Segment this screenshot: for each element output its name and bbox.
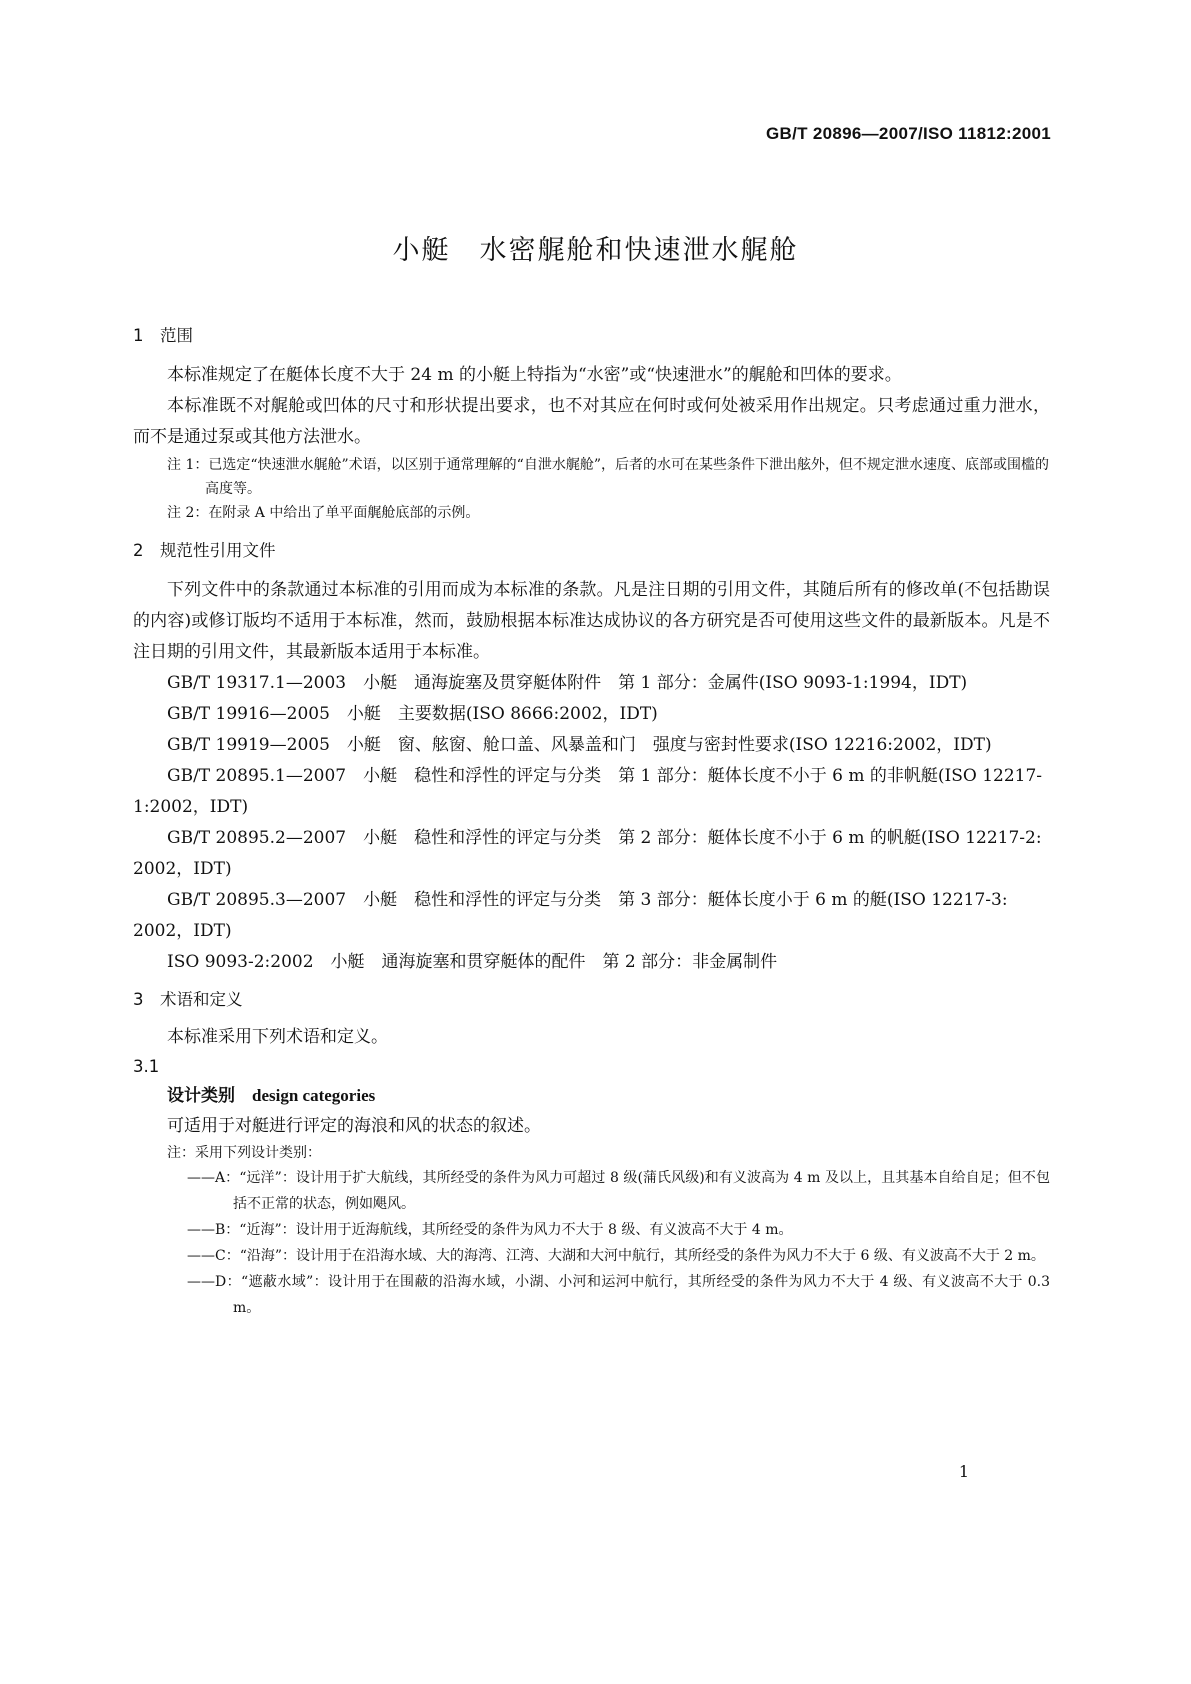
scope-note: [133, 453, 1050, 501]
term-chinese: 设计类别: [167, 1086, 235, 1106]
section-1-heading: 1 范围: [133, 326, 193, 345]
category-item: ——B：“近海”：设计用于近海航线，其所经受的条件为风力不大于 8 级、有义波高不大于 4 m。: [187, 1222, 793, 1238]
section-3-heading: 3 术语和定义: [133, 990, 243, 1009]
category-item: ——D：“遮蔽水域”：设计用于在围蔽的沿海水域，小湖、小河和运河中航行，其所经受的条件为风力不大于 4 级、有义波高不大于 0.3 m。: [187, 1274, 1050, 1316]
document-title: 小艇 水密艉舱和快速泄水艉舱: [392, 235, 799, 266]
reference-item: GB/T 19919—2005 小艇 窗、舷窗、舱口盖、风暴盖和门 强度与密封性要求(ISO 12216:2002，IDT): [167, 735, 992, 755]
references-intro: 下列文件中的条款通过本标准的引用而成为本标准的条款。凡是注日期的引用文件，其随后所有的修改单(不包括勘误的内容)或修订版均不适用于本标准，然而，鼓励根据本标准达成协议的各方研究是否可使用这些文件的最新版本。凡是不注日期的引用文件，其最新版本适用于本标准。: [133, 580, 1050, 662]
scope-note-1: 注 1：已选定“快速泄水艉舱”术语，以区别于通常理解的“自泄水艉舱”，后者的水可在某些条件下泄出舷外，但不规定泄水速度、底部或围槛的高度等。: [167, 457, 1049, 497]
term-number: 3.1: [133, 1057, 160, 1076]
term-definition: 可适用于对艇进行评定的海浪和风的状态的叙述。: [167, 1116, 541, 1136]
reference-item: GB/T 19916—2005 小艇 主要数据(ISO 8666:2002，IDT): [167, 704, 658, 724]
category-item: ——C：“沿海”：设计用于在沿海水域、大的海湾、江湾、大湖和大河中航行，其所经受的条件为风力不大于 6 级、有义波高不大于 2 m。: [187, 1248, 1045, 1264]
reference-item: ISO 9093-2:2002 小艇 通海旋塞和贯穿艇体的配件 第 2 部分：非金属制件: [167, 952, 778, 972]
scope-note-2: 注 2：在附录 A 中给出了单平面艉舱底部的示例。: [167, 505, 480, 521]
category-item: ——A：“远洋”：设计用于扩大航线，其所经受的条件为风力可超过 8 级(蒲氏风级)和有义波高为 4 m 及以上，且其基本自给自足；但不包括不正常的状态，例如飓风。: [187, 1170, 1050, 1212]
reference-item: GB/T 19317.1—2003 小艇 通海旋塞及贯穿艇体附件 第 1 部分：金属件(ISO 9093-1:1994，IDT): [167, 673, 968, 693]
term-heading: [133, 1081, 1050, 1111]
terms-intro: 本标准采用下列术语和定义。: [167, 1027, 388, 1047]
section-2-heading: 2 规范性引用文件: [133, 541, 276, 560]
term-english: design categories: [252, 1086, 376, 1105]
categories-note-head: 注：采用下列设计类别：: [167, 1145, 321, 1161]
reference-item: GB/T 20895.1—2007 小艇 稳性和浮性的评定与分类 第 1 部分：艇体长度不小于 6 m 的非帆艇(ISO 12217-1:2002，IDT): [133, 766, 1043, 817]
page-number: 1: [958, 1462, 969, 1481]
scope-paragraph: 本标准规定了在艇体长度不大于 24 m 的小艇上特指为“水密”或“快速泄水”的艉舱和凹体的要求。: [167, 365, 902, 385]
document-body: [133, 324, 1050, 1321]
scope-paragraph: 本标准既不对艉舱或凹体的尺寸和形状提出要求，也不对其应在何时或何处被采用作出规定。只考虑通过重力泄水，而不是通过泵或其他方法泄水。: [133, 396, 1050, 447]
reference-item: GB/T 20895.2—2007 小艇 稳性和浮性的评定与分类 第 2 部分：艇体长度不小于 6 m 的帆艇(ISO 12217-2: 2002，IDT): [133, 828, 1047, 879]
reference-item: GB/T 20895.3—2007 小艇 稳性和浮性的评定与分类 第 3 部分：艇体长度小于 6 m 的艇(ISO 12217-3: 2002，IDT): [133, 890, 1013, 941]
standard-code-header: GB/T 20896—2007/ISO 11812:2001: [766, 124, 1051, 143]
